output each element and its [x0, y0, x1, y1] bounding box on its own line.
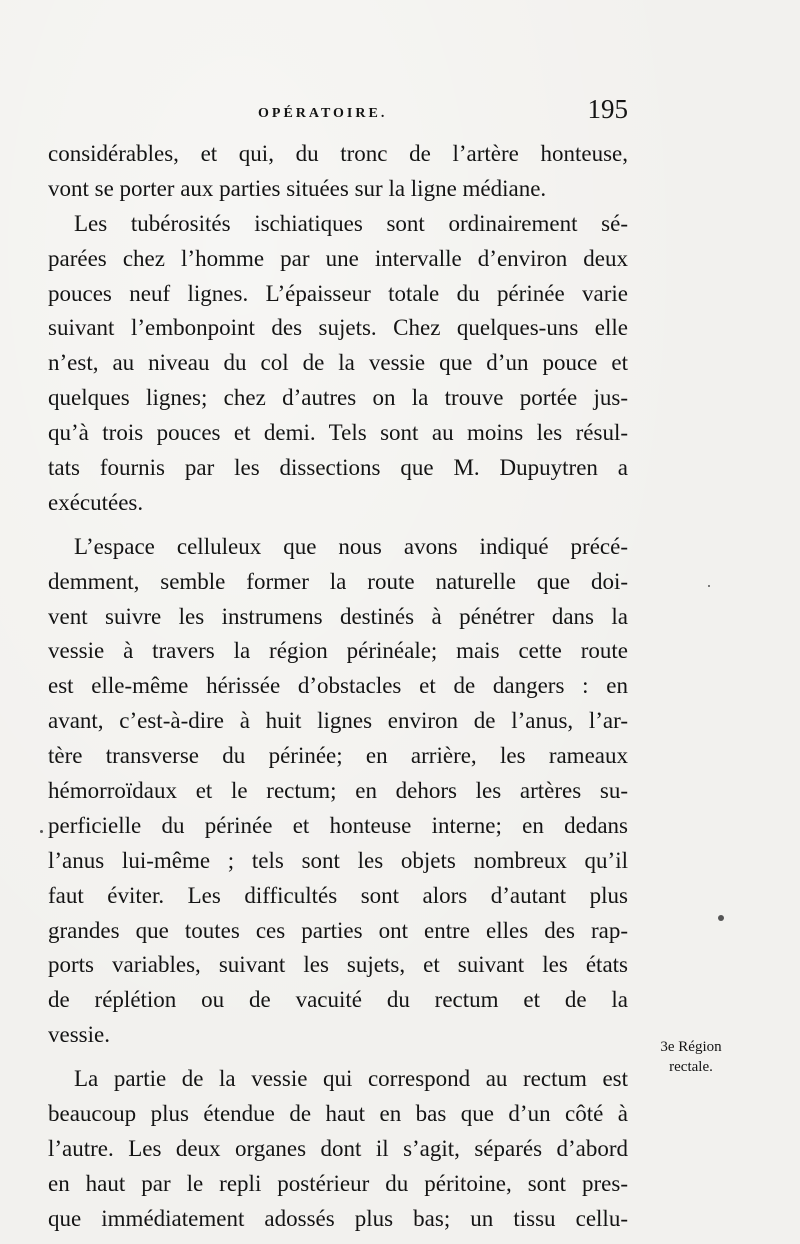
- text-line: L’espace celluleux que nous avons indiqué précé-: [74, 533, 628, 559]
- paper-speck: [40, 830, 43, 833]
- text-line: ports variables, suivant les sujets, et suivant les états: [48, 952, 628, 978]
- text-line: vent suivre les instrumens destinés à pénétrer dans la: [48, 603, 628, 629]
- text-line: quelques lignes; chez d’autres on la trouve portée jus-: [48, 385, 628, 411]
- text-line: tère transverse du périnée; en arrière, les rameaux: [48, 743, 628, 769]
- text-line: l’anus lui-même ; tels sont les objets nombreux qu’il: [48, 847, 628, 873]
- margin-note-title: [641, 1037, 741, 1057]
- text-line: Les tubérosités ischiatiques sont ordinairement sé-: [74, 210, 628, 236]
- text-line: considérables, et qui, du tronc de l’artère honteuse,: [48, 141, 628, 166]
- margin-note-line1: Région: [678, 1039, 722, 1055]
- paper-speck: [718, 915, 724, 921]
- text-line: avant, c’est-à-dire à huit lignes environ de l’anus, l’ar-: [48, 708, 628, 734]
- text-line: de réplétion ou de vacuité du rectum et de la: [48, 987, 628, 1013]
- text-line: qu’à trois pouces et demi. Tels sont au moins les résul-: [48, 420, 628, 446]
- text-line: tats fournis par les dissections que M. Dupuytren a: [48, 455, 628, 481]
- running-title: OPÉRATOIRE.: [258, 106, 388, 121]
- body-text: [48, 137, 628, 1237]
- text-line: perficielle du périnée et honteuse interne; en dedans: [48, 812, 628, 838]
- paper-speck: [708, 585, 710, 587]
- margin-note-number: 3e: [660, 1039, 675, 1055]
- text-line: vont se porter aux parties situées sur la ligne médiane.: [48, 175, 547, 201]
- text-line: demment, semble former la route naturelle que doi-: [48, 568, 628, 594]
- text-line: hémorroïdaux et le rectum; en dehors les artères su-: [48, 778, 628, 804]
- text-line: parées chez l’homme par une intervalle d’environ deux: [48, 245, 628, 271]
- text-line: l’autre. Les deux organes dont il s’agit, séparés d’abord: [48, 1135, 628, 1161]
- text-line: suivant l’embonpoint des sujets. Chez quelques-uns elle: [48, 315, 628, 341]
- text-line: en haut par le repli postérieur du péritoine, sont pres-: [48, 1170, 628, 1196]
- text-line: que immédiatement adossés plus bas; un tissu cellu-: [48, 1205, 628, 1231]
- margin-note-line2: rectale.: [669, 1059, 713, 1075]
- text-line: vessie.: [48, 1022, 110, 1048]
- text-line: pouces neuf lignes. L’épaisseur totale du périnée varie: [48, 280, 628, 306]
- text-line: La partie de la vessie qui correspond au rectum est: [74, 1066, 628, 1092]
- text-line: est elle-même hérissée d’obstacles et de dangers : en: [48, 673, 628, 699]
- text-line: beaucoup plus étendue de haut en bas que d’un côté à: [48, 1101, 628, 1127]
- text-line: faut éviter. Les difficultés sont alors d’autant plus: [48, 882, 628, 908]
- text-line: vessie à travers la région périnéale; mais cette route: [48, 638, 628, 664]
- text-line: grandes que toutes ces parties ont entre elles des rap-: [48, 917, 628, 943]
- page-header: [48, 94, 628, 134]
- text-line: n’est, au niveau du col de la vessie que d’un pouce et: [48, 350, 628, 376]
- page-number: 195: [587, 94, 628, 124]
- margin-note: [641, 1037, 741, 1077]
- text-line: exécutées.: [48, 489, 144, 515]
